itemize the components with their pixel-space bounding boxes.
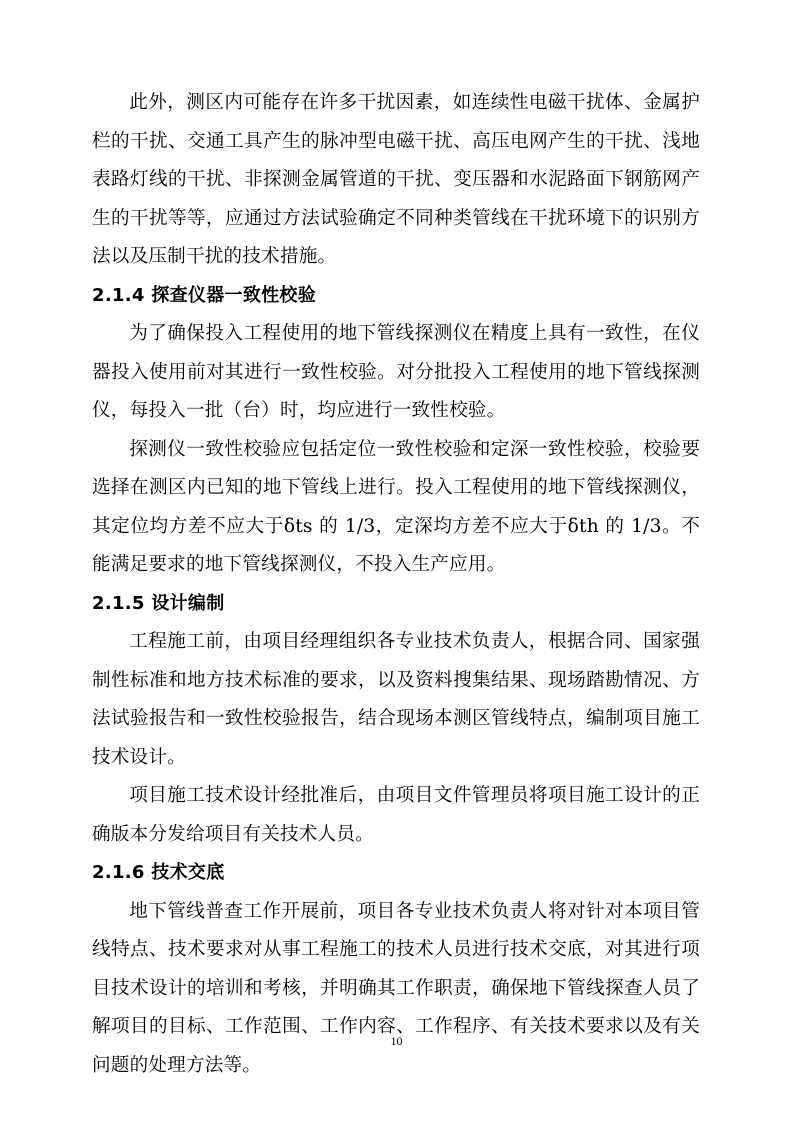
paragraph-interference: 此外，测区内可能存在许多干扰因素，如连续性电磁干扰体、金属护栏的干扰、交通工具产生的脉冲型电磁干扰、高压电网产生的干扰、浅地表路灯线的干扰、非探测金属管道的干扰、变压器和水泥路面下钢筋网产生的干扰等等，应通过方法试验确定不同种类管线在干扰环境下的识别方法以及压制干扰的技术措施。 [92,92,700,267]
paragraph-design-preparation: 工程施工前，由项目经理组织各专业技术负责人，根据合同、国家强制性标准和地方技术标准的要求，以及资料搜集结果、现场踏勘情况、方法试验报告和一致性校验报告，结合现场本测区管线特点，编制项目施工技术设计。 [92,631,700,768]
section-heading-2-1-4: 2.1.4 探查仪器一致性校验 [92,284,317,306]
paragraph-consistency-purpose: 为了确保投入工程使用的地下管线探测仪在精度上具有一致性，在仪器投入使用前对其进行一致性校验。对分批投入工程使用的地下管线探测仪，每投入一批（台）时，均应进行一致性校验。 [92,323,700,421]
paragraph-technical-briefing: 地下管线普查工作开展前，项目各专业技术负责人将对针对本项目管线特点、技术要求对从事工程施工的技术人员进行技术交底，对其进行项目技术设计的培训和考核，并明确其工作职责，确保地下管线探查人员了解项目的目标、工作范围、工作内容、工作程序、有关技术要求以及有关问题的处理方法等。 [92,900,700,1076]
paragraph-design-distribution: 项目施工技术设计经批准后，由项目文件管理员将项目施工设计的正确版本分发给项目有关技术人员。 [92,785,700,845]
section-heading-2-1-5: 2.1.5 设计编制 [92,592,225,614]
paragraph-consistency-method: 探测仪一致性校验应包括定位一致性校验和定深一致性校验，校验要选择在测区内已知的地下管线上进行。投入工程使用的地下管线探测仪，其定位均方差不应大于δts 的 1/3，定深均方差不应大于δth 的 1/3。不能满足要求的地下管线探测仪，不投入生产应用。 [92,438,700,575]
document-body [92,84,700,1085]
section-heading-2-1-6: 2.1.6 技术交底 [92,862,225,883]
page-number: 10 [390,1034,403,1048]
